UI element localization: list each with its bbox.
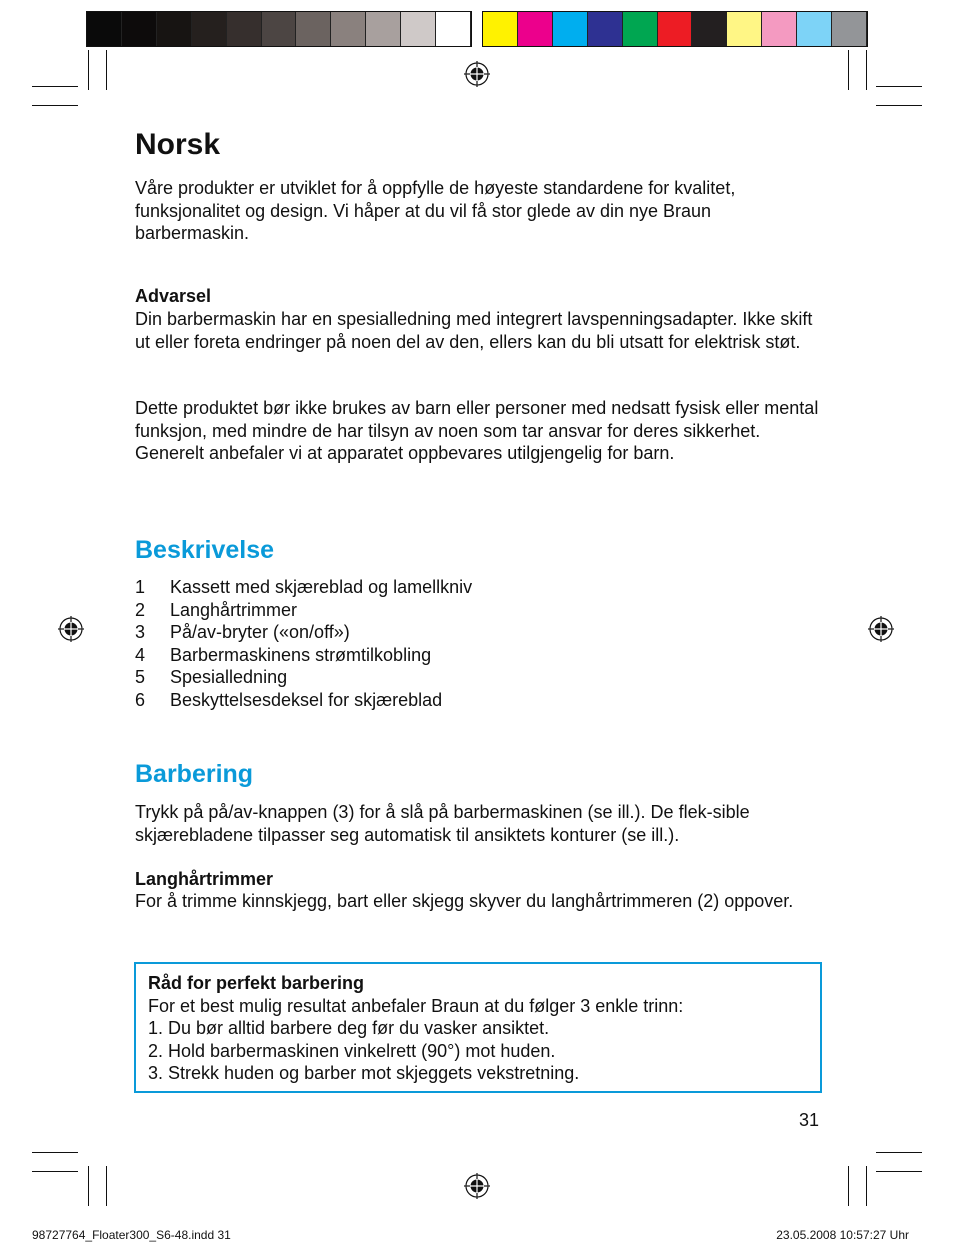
description-item — [135, 599, 472, 622]
page-title: Norsk — [135, 128, 221, 161]
item-number: 4 — [135, 644, 146, 665]
shaving-heading: Barbering — [135, 760, 254, 788]
color-bar-frame — [482, 11, 868, 47]
item-number: 5 — [135, 667, 146, 688]
registration-mark-icon — [464, 1173, 490, 1199]
item-number: 1 — [135, 577, 146, 597]
item-number: 6 — [135, 689, 146, 710]
item-label: Beskyttelsesdeksel for skjæreblad — [170, 689, 443, 710]
item-label: Kassett med skjæreblad og lamellkniv — [170, 577, 473, 597]
description-item — [135, 689, 472, 712]
registration-mark-icon — [464, 61, 490, 87]
warning-text-children: Dette produktet bør ikke brukes av barn eller personer med nedsatt fysisk eller mental funksjon, med mindre de har tilsyn av noen som tar ansvar for deres sikkerhet. Generelt anbefaler vi at apparatet oppbevares utilgjengelig for barn. — [135, 398, 819, 463]
item-label: Langhårtrimmer — [170, 599, 298, 620]
color-bar-frame — [86, 11, 472, 47]
warning-heading: Advarsel — [135, 286, 212, 306]
description-list — [135, 576, 472, 712]
item-number: 2 — [135, 599, 146, 620]
registration-mark-icon — [868, 616, 894, 642]
page-number: 31 — [798, 1110, 819, 1130]
description-item — [135, 666, 472, 689]
description-item — [135, 576, 472, 599]
item-number: 3 — [135, 622, 146, 643]
warning-text: Din barbermaskin har en spesialledning med integrert lavspenningsadapter. Ikke skift ut eller foreta endringer på noen del av den, ellers kan du bli utsatt for elektrisk støt. — [135, 309, 813, 352]
tips-step: 2. Hold barbermaskinen vinkelrett (90°) mot huden. — [148, 1040, 556, 1061]
tips-intro: For et best mulig resultat anbefaler Braun at du følger 3 enkle trinn: — [148, 995, 684, 1016]
shaving-text: Trykk på på/av-knappen (3) for å slå på barbermaskinen (se ill.). De flek-sible skjærebladene tilpasser seg automatisk til ansiktets konturer (se ill.). — [135, 802, 750, 845]
registration-mark-icon — [58, 616, 84, 642]
tips-heading: Råd for perfekt barbering — [148, 973, 365, 993]
intro-paragraph: Våre produkter er utviklet for å oppfylle de høyeste standardene for kvalitet, funksjonalitet og design. Vi håper at du vil få stor glede av din nye Braun barbermaskin. — [135, 178, 736, 243]
tips-step: 3. Strekk huden og barber mot skjeggets vekstretning. — [148, 1063, 580, 1083]
footer-timestamp: 23.05.2008 10:57:27 Uhr — [776, 1228, 909, 1242]
description-item — [135, 644, 472, 667]
description-item — [135, 621, 472, 644]
trimmer-heading: Langhårtrimmer — [135, 869, 274, 889]
description-heading: Beskrivelse — [135, 536, 275, 564]
footer-file-name: 98727764_Floater300_S6-48.indd 31 — [32, 1228, 231, 1242]
trimmer-text: For å trimme kinnskjegg, bart eller skjegg skyver du langhårtrimmeren (2) oppover. — [135, 891, 794, 911]
item-label: Barbermaskinens strømtilkobling — [170, 644, 432, 665]
tips-box — [134, 962, 822, 1093]
tips-step: 1. Du bør alltid barbere deg før du vasker ansiktet. — [148, 1018, 550, 1038]
item-label: Spesialledning — [170, 667, 288, 688]
item-label: På/av-bryter («on/off») — [170, 622, 350, 643]
